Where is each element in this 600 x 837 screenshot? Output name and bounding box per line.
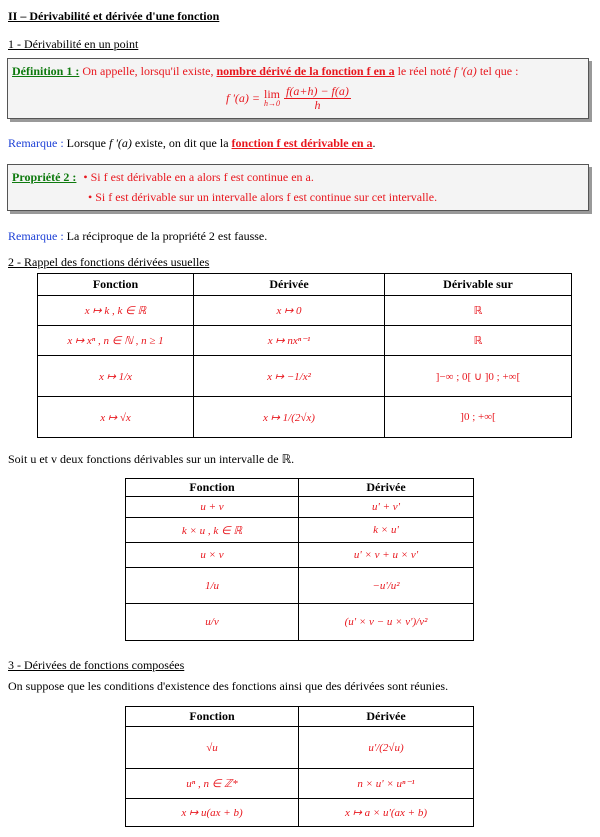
composite-derivatives-table <box>125 706 474 827</box>
table-cell: u/v <box>126 604 299 641</box>
table-row <box>38 326 572 356</box>
table-cell: u'/(2√u) <box>299 727 474 769</box>
remark-1 <box>8 136 376 151</box>
table-cell: x ↦ nxⁿ⁻¹ <box>194 326 385 356</box>
definition-notation: f '(a) <box>453 64 477 78</box>
remark-2 <box>8 229 267 244</box>
table-cell: k × u , k ∈ ℝ <box>126 518 299 543</box>
definition-highlight: nombre dérivé de la fonction f en a <box>216 64 395 78</box>
derivative-formula <box>226 85 351 111</box>
table-cell: x ↦ u(ax + b) <box>126 799 299 827</box>
table-row <box>126 727 474 769</box>
section-title: II – Dérivabilité et dérivée d'une fonction <box>8 9 220 23</box>
table-row <box>38 356 572 397</box>
operations-derivatives-table <box>125 478 474 641</box>
table-cell: x ↦ 1/(2√x) <box>194 397 385 438</box>
formula-numerator: f(a+h) − f(a) <box>286 84 349 98</box>
table-cell: u × v <box>126 543 299 568</box>
table-cell: x ↦ √x <box>38 397 194 438</box>
table-cell: u' × v + u × v' <box>299 543 474 568</box>
remark-1-text-1: Lorsque <box>66 136 106 150</box>
suppose-sentence: On suppose que les conditions d'existence des fonctions ainsi que des dérivées sont réunies. <box>8 679 449 693</box>
table-cell: x ↦ a × u'(ax + b) <box>299 799 474 827</box>
table-row <box>126 604 474 641</box>
definition-text-1: On appelle, lorsqu'il existe, <box>82 64 214 78</box>
table-row <box>126 568 474 604</box>
remark-1-notation: f '(a) <box>108 136 132 150</box>
table-row <box>126 769 474 799</box>
definition-label: Définition 1 : <box>12 64 80 78</box>
definition-text-2: le réel noté <box>397 64 451 78</box>
remark-1-end: . <box>372 136 376 150</box>
table-cell: √u <box>126 727 299 769</box>
table-row <box>38 397 572 438</box>
subsection-2-title: 2 - Rappel des fonctions dérivées usuelles <box>8 255 210 269</box>
property-line-1: • Si f est dérivable en a alors f est continue en a. <box>83 170 314 184</box>
remark-2-text: La réciproque de la propriété 2 est fausse. <box>66 229 268 243</box>
table-row <box>126 799 474 827</box>
formula-lim: lim <box>264 87 281 102</box>
table-cell: ℝ <box>385 326 572 356</box>
table-cell: x ↦ k , k ∈ ℝ <box>38 296 194 326</box>
formula-denominator: h <box>314 97 321 112</box>
formula-lhs: f '(a) = <box>226 90 260 105</box>
table-cell: ℝ <box>385 296 572 326</box>
table-row <box>126 518 474 543</box>
table-cell: x ↦ −1/x² <box>194 356 385 397</box>
property-line-2: • Si f est dérivable sur un intervalle alors f est continue sur cet intervalle. <box>88 190 438 204</box>
table-cell: ]0 ; +∞[ <box>385 397 572 438</box>
table-1-header-domain: Dérivable sur <box>385 274 572 296</box>
table-cell: uⁿ , n ∈ ℤ* <box>126 769 299 799</box>
definition-box <box>7 58 589 119</box>
property-label: Propriété 2 : <box>12 170 77 184</box>
definition-text-3: tel que : <box>479 64 519 78</box>
table-cell: x ↦ 1/x <box>38 356 194 397</box>
remark-2-label: Remarque : <box>8 229 64 243</box>
property-box <box>7 164 589 211</box>
table-cell: u + v <box>126 497 299 518</box>
table-cell: x ↦ xⁿ , n ∈ ℕ , n ≥ 1 <box>38 326 194 356</box>
table-cell: (u' × v − u × v')/v² <box>299 604 474 641</box>
remark-1-text-2: existe, on dit que la <box>134 136 229 150</box>
table-cell: x ↦ 0 <box>194 296 385 326</box>
table-cell: ]−∞ ; 0[ ∪ ]0 ; +∞[ <box>385 356 572 397</box>
table-row <box>126 497 474 518</box>
table-1-header-function: Fonction <box>38 274 194 296</box>
formula-lim-sub: h→0 <box>264 99 280 109</box>
table-2-header-derivative: Dérivée <box>299 479 474 497</box>
table-row <box>126 543 474 568</box>
remark-1-label: Remarque : <box>8 136 64 150</box>
subsection-1-title: 1 - Dérivabilité en un point <box>8 37 139 51</box>
soit-sentence: Soit u et v deux fonctions dérivables sur un intervalle de ℝ. <box>8 452 295 466</box>
remark-1-highlight: fonction f est dérivable en a <box>231 136 373 150</box>
table-cell: −u'/u² <box>299 568 474 604</box>
table-cell: 1/u <box>126 568 299 604</box>
table-3-header-function: Fonction <box>126 707 299 727</box>
table-3-header-derivative: Dérivée <box>299 707 474 727</box>
table-cell: n × u' × uⁿ⁻¹ <box>299 769 474 799</box>
table-cell: u' + v' <box>299 497 474 518</box>
usual-derivatives-table <box>37 273 572 438</box>
table-cell: k × u' <box>299 518 474 543</box>
table-row <box>38 296 572 326</box>
table-1-header-derivative: Dérivée <box>194 274 385 296</box>
table-2-header-function: Fonction <box>126 479 299 497</box>
subsection-3-title: 3 - Dérivées de fonctions composées <box>8 658 185 672</box>
